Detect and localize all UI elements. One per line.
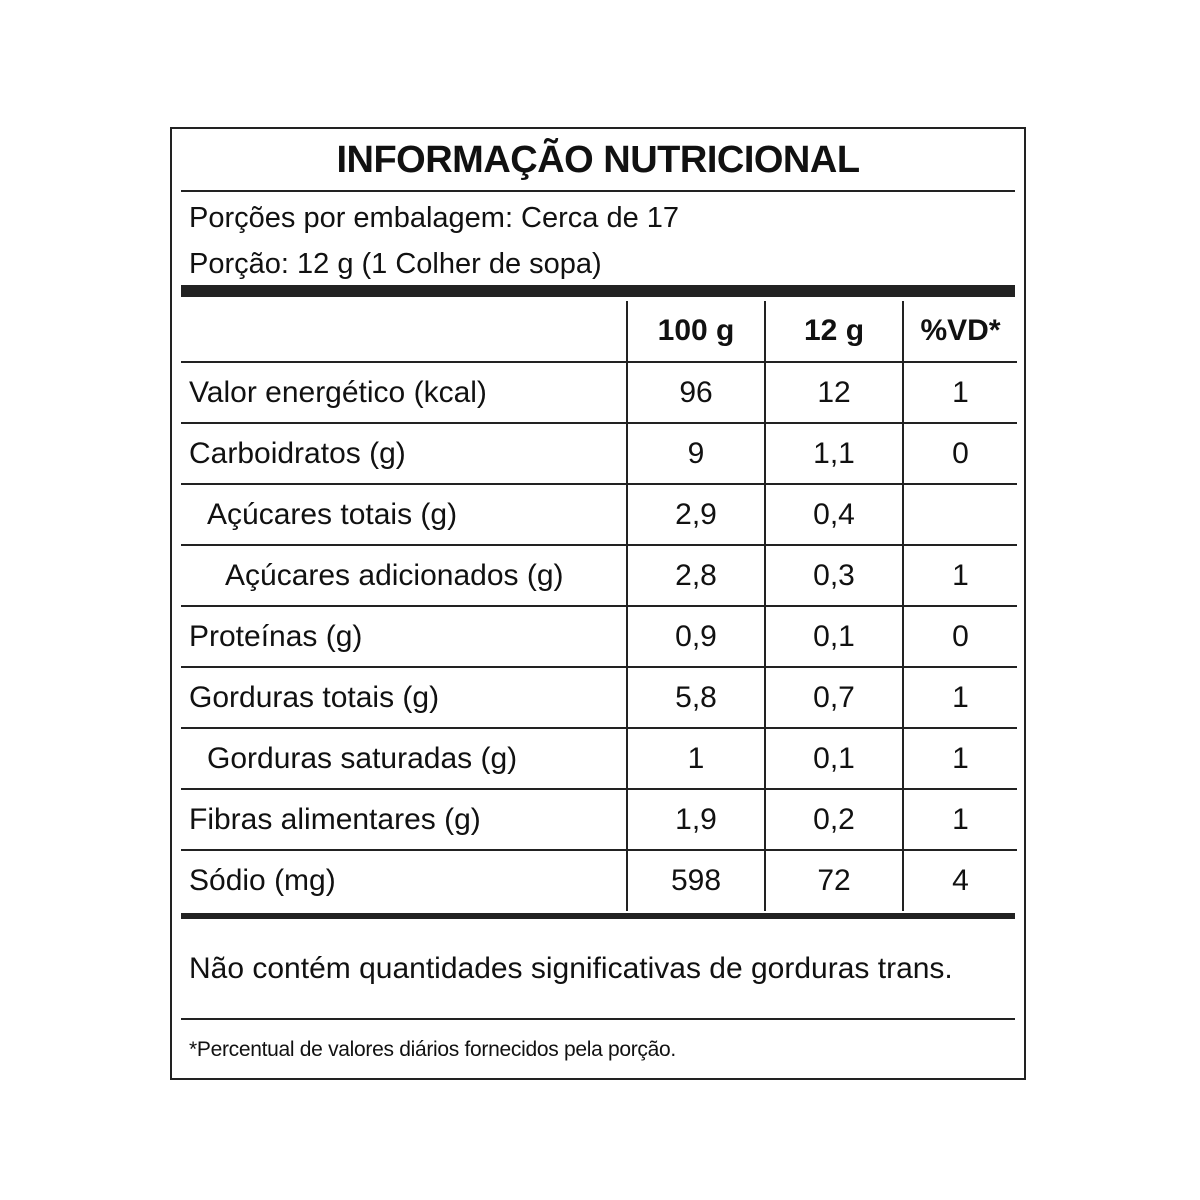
nutrient-name: Gorduras totais (g) [181,667,627,728]
serving-size: Porção: 12 g (1 Colher de sopa) [189,248,602,280]
value-per-portion: 1,1 [765,423,903,484]
value-per-100g: 9 [627,423,765,484]
servings-per-package: Porções por embalagem: Cerca de 17 [189,202,680,234]
thick-divider-bottom [181,913,1015,919]
nutrient-name: Carboidratos (g) [181,423,627,484]
value-per-portion: 0,3 [765,545,903,606]
nutrition-table [181,301,1017,911]
nutrient-name: Valor energético (kcal) [181,362,627,423]
value-per-100g: 2,9 [627,484,765,545]
table-row [181,667,1017,728]
value-per-100g: 1 [627,728,765,789]
header-per-100g: 100 g [627,301,765,362]
title-divider [181,190,1015,192]
table-row [181,484,1017,545]
value-per-100g: 1,9 [627,789,765,850]
table-row [181,606,1017,667]
table-row [181,362,1017,423]
table-header-row [181,301,1017,362]
table-row [181,545,1017,606]
value-daily-percent: 4 [903,850,1017,911]
table-row [181,789,1017,850]
value-per-100g: 2,8 [627,545,765,606]
table-row [181,850,1017,911]
nutrient-name: Fibras alimentares (g) [181,789,627,850]
value-per-portion: 0,1 [765,728,903,789]
value-daily-percent: 1 [903,667,1017,728]
header-per-portion: 12 g [765,301,903,362]
daily-value-footnote: *Percentual de valores diários fornecidos pela porção. [189,1038,676,1061]
value-daily-percent [903,484,1017,545]
value-daily-percent: 1 [903,789,1017,850]
nutrition-facts-label [170,127,1026,1080]
value-per-100g: 598 [627,850,765,911]
value-daily-percent: 1 [903,728,1017,789]
thick-divider-top [181,285,1015,297]
nutrient-name: Gorduras saturadas (g) [181,728,627,789]
table-row [181,728,1017,789]
value-per-100g: 96 [627,362,765,423]
value-per-100g: 5,8 [627,667,765,728]
value-per-portion: 0,1 [765,606,903,667]
label-title: INFORMAÇÃO NUTRICIONAL [336,139,860,181]
nutrient-name: Sódio (mg) [189,864,336,897]
value-daily-percent: 0 [903,423,1017,484]
value-daily-percent: 0 [903,606,1017,667]
value-daily-percent: 1 [903,362,1017,423]
table-row [181,423,1017,484]
trans-fat-note: Não contém quantidades significativas de gorduras trans. [189,952,953,985]
value-per-portion: 0,4 [765,484,903,545]
value-per-portion: 72 [765,850,903,911]
value-per-portion: 12 [765,362,903,423]
value-daily-percent: 1 [903,545,1017,606]
value-per-100g: 0,9 [627,606,765,667]
nutrient-name: Açúcares totais (g) [181,484,627,545]
footnote-divider [181,1018,1015,1020]
header-daily-value: %VD* [903,301,1017,362]
value-per-portion: 0,2 [765,789,903,850]
nutrient-name: Açúcares adicionados (g) [181,545,627,606]
value-per-portion: 0,7 [765,667,903,728]
nutrient-name: Proteínas (g) [181,606,627,667]
header-nutrient [181,301,627,362]
